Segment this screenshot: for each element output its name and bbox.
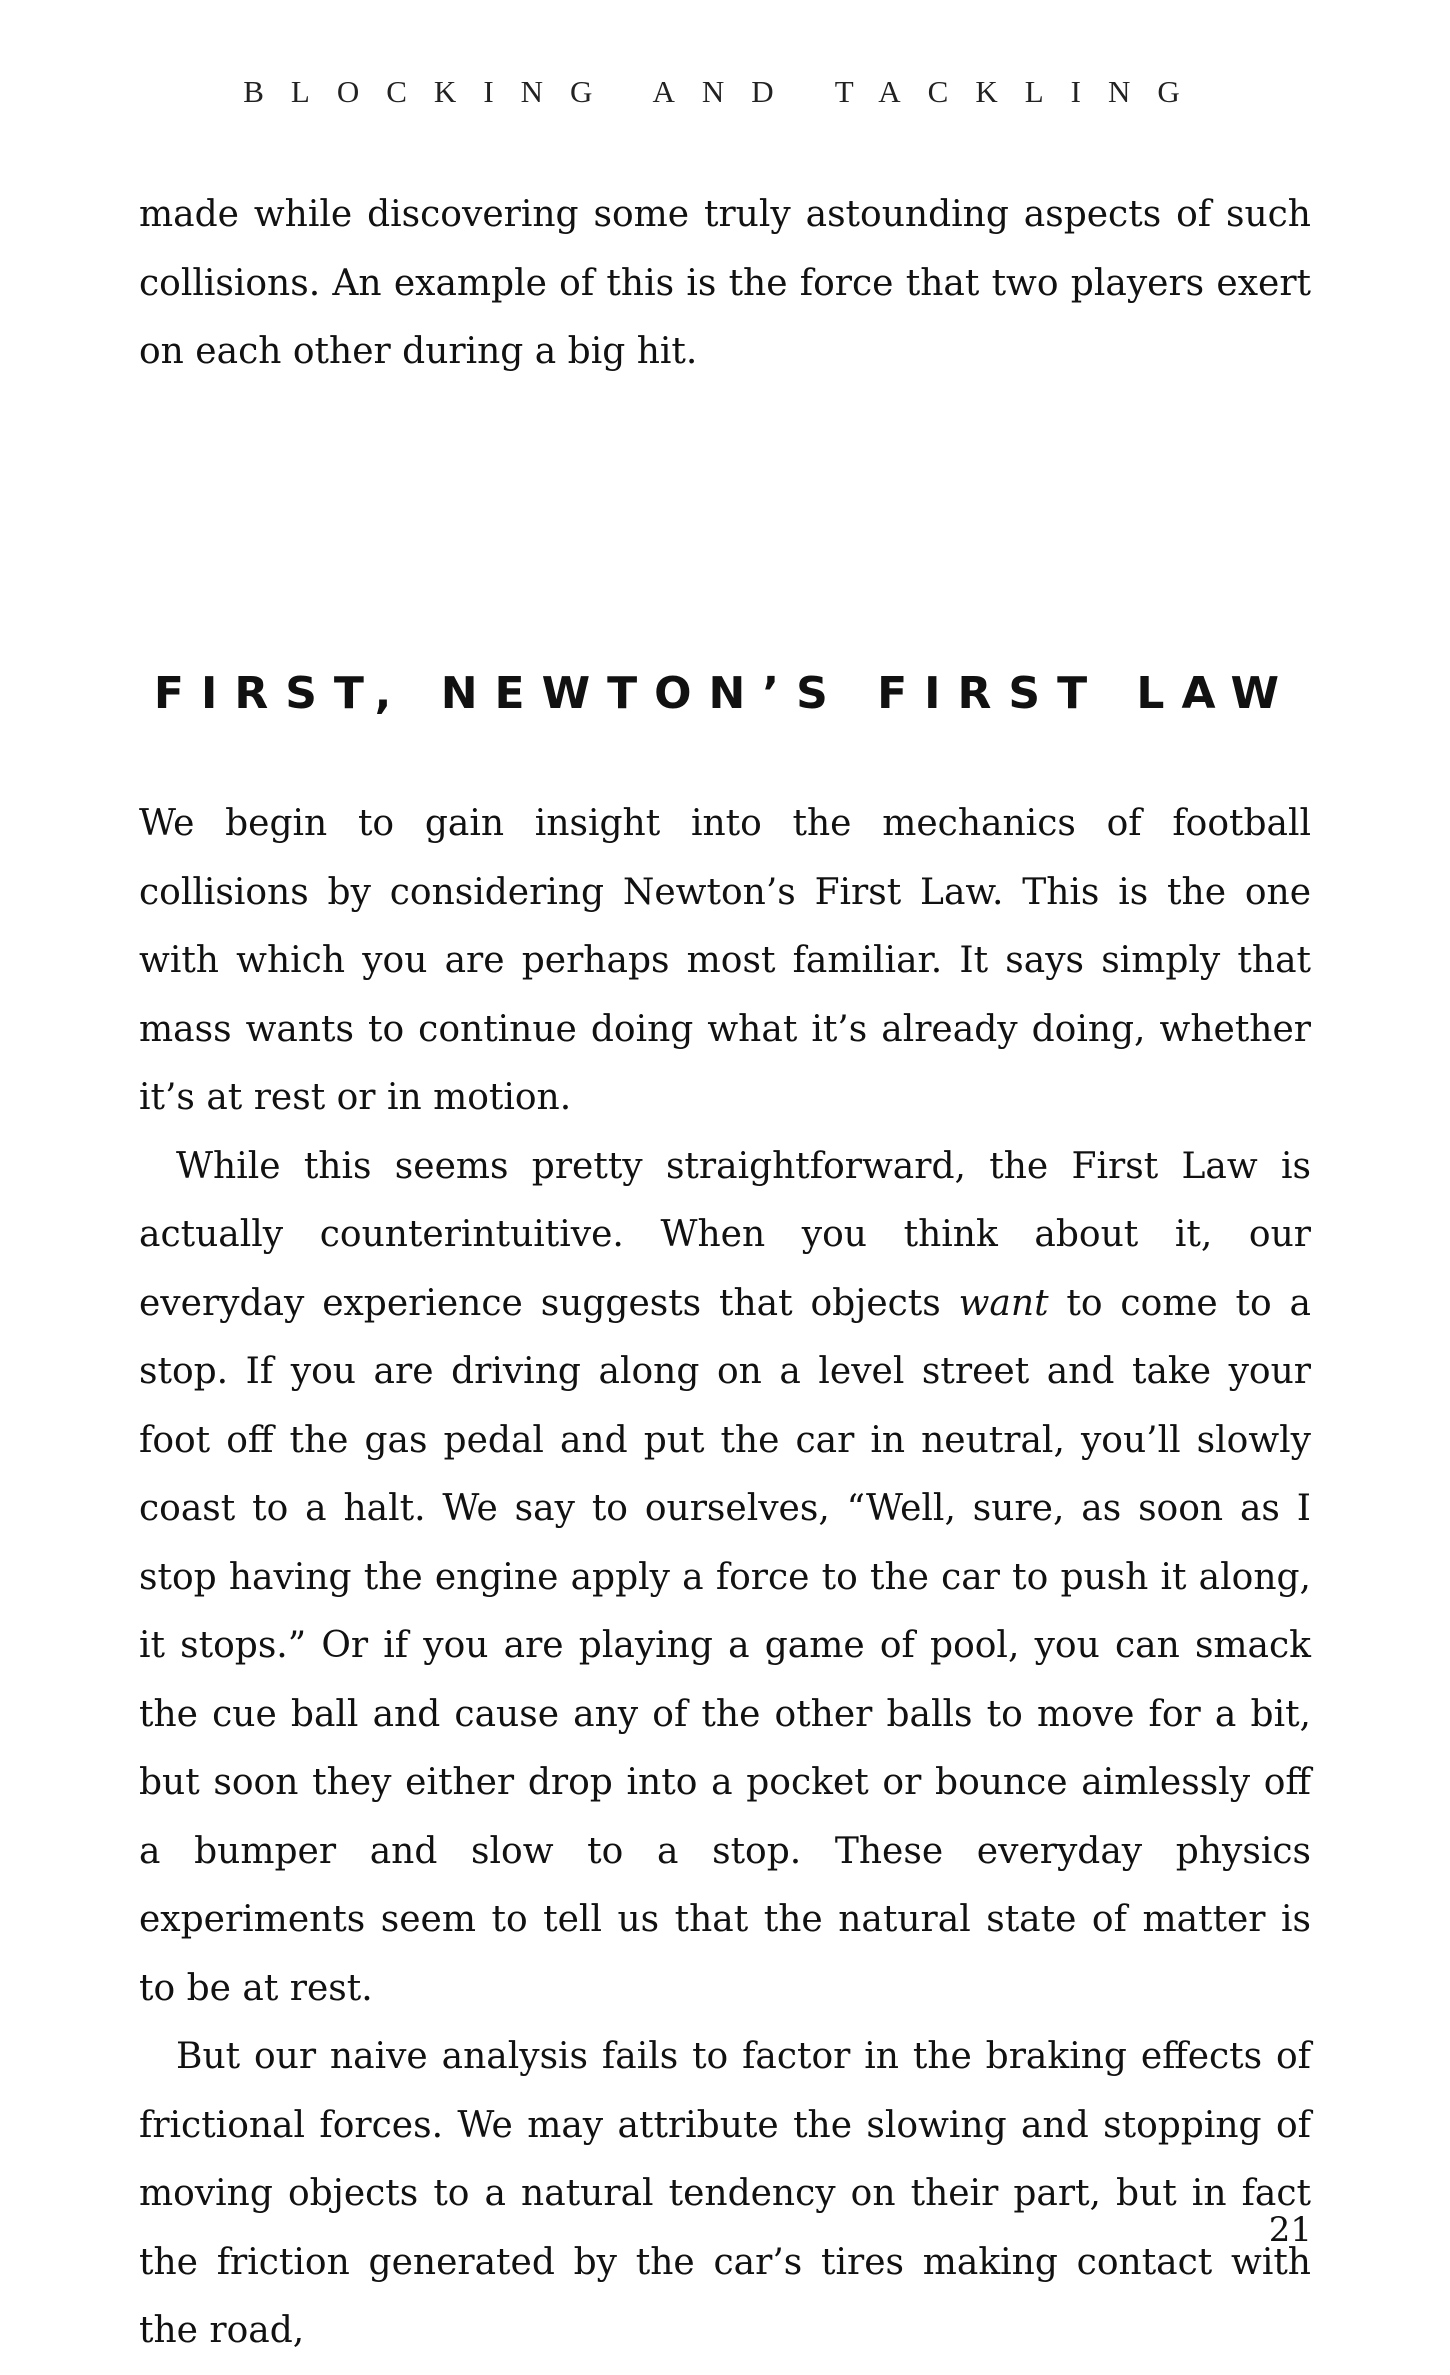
paragraph-2-emphasis: want	[958, 1282, 1049, 1324]
paragraph-1: We begin to gain insight into the mechanics of football collisions by considering Newton’s First Law. This is the one with which you are perhaps most familiar. It says simply that mass wants to continue doing what it’s already doing, whether it’s at rest or in motion.	[139, 803, 1311, 1118]
continued-paragraph: made while discovering some truly astounding aspects of such collisions. An example of this is the force that two players exert on each other during a big hit.	[139, 194, 1311, 372]
page-number: 21	[1268, 2210, 1312, 2250]
paragraph-2	[139, 1133, 1311, 2024]
paragraph-3: But our naive analysis fails to factor in the braking effects of frictional forces. We may attribute the slowing and stopping of moving objects to a natural tendency on their part, but in fact the friction generated by the car’s tires making contact with the road,	[139, 2036, 1311, 2351]
paragraph-2-after: to come to a stop. If you are driving along on a level street and take your foot off the gas pedal and put the car in neutral, you’ll slowly coast to a halt. We say to ourselves, “Well, sure, as soon as I stop having the engine apply a force to the car to push it along, it stops.” Or if you are playing a game of pool, you can smack the cue ball and cause any of the other balls to move for a bit, but soon they either drop into a pocket or bounce aimlessly off a bumper and slow to a stop. These everyday physics experiments seem to tell us that the natural state of matter is to be at rest.	[139, 1282, 1311, 2009]
section-heading: FIRST, NEWTON’S FIRST LAW	[153, 668, 1297, 719]
continued-text-block	[139, 181, 1311, 387]
running-head: BLOCKING AND TACKLING	[243, 74, 1207, 109]
paragraph-2-before: While this seems pretty straightforward, the First Law is actually counterintuitive. When you think about it, our everyday experience suggests that objects	[139, 1145, 1311, 1324]
section-body	[139, 790, 1311, 2366]
